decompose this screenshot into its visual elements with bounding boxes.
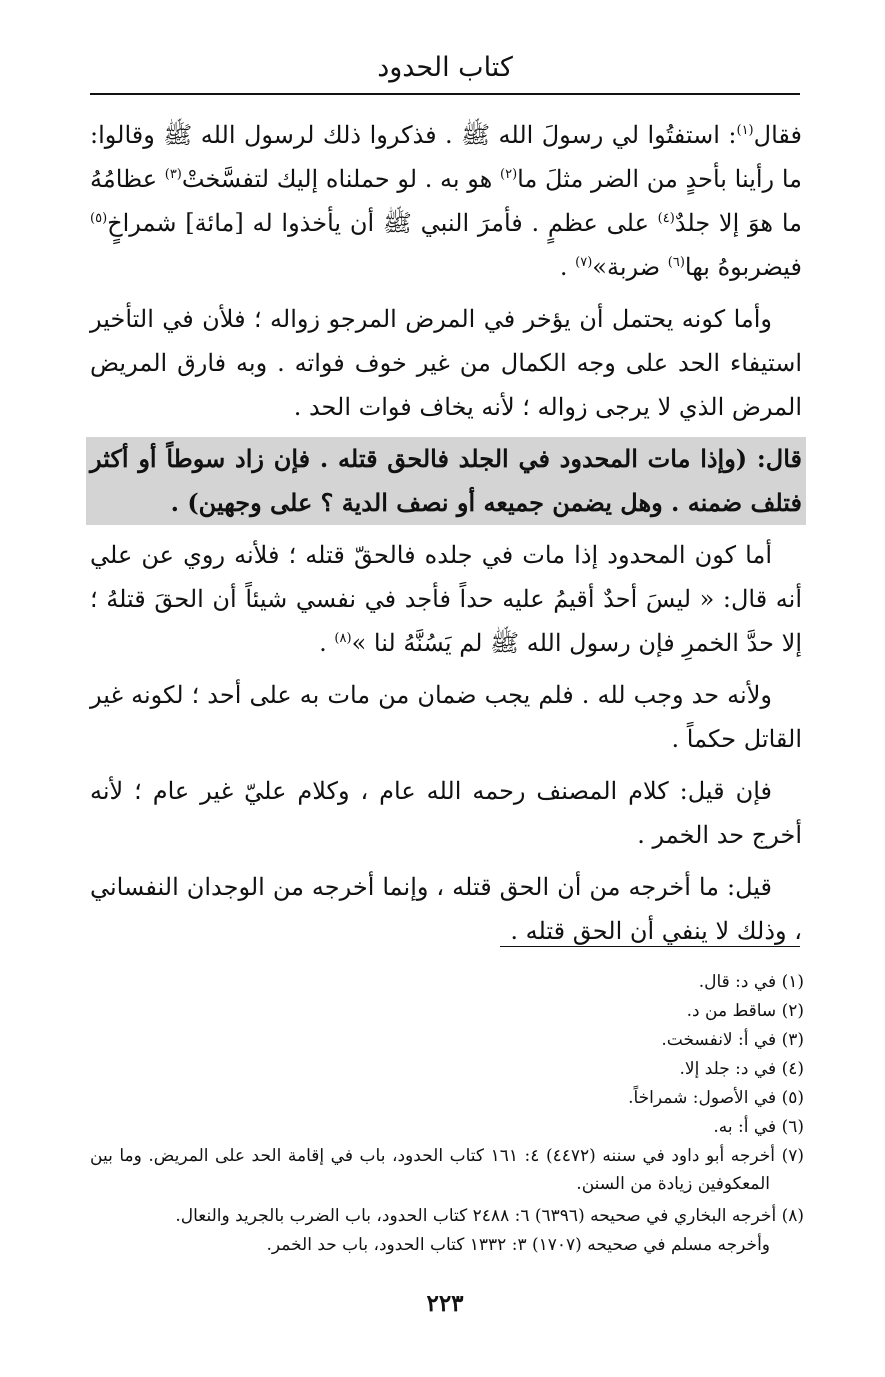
paragraph: قيل: ما أخرجه من أن الحق قتله ، وإنما أخرجه من الوجدان النفساني ، وذلك لا ينفي أن الحق قتله . xyxy=(90,873,802,945)
paragraph: ولأنه حد وجب لله . فلم يجب ضمان من مات به على أحد ؛ لكونه غير القاتل حكماً . xyxy=(90,681,802,753)
footnote-continuation: وأخرجه مسلم في صحيحه (١٧٠٧) ٣: ١٣٣٢ كتاب الحدود، باب حد الخمر. xyxy=(266,1235,770,1255)
footnote: (٦) في أ: به. xyxy=(713,1117,804,1137)
footnotes xyxy=(90,968,804,1263)
footnote: (٥) في الأصول: شمراخاً. xyxy=(628,1088,804,1108)
footnote-ref[interactable]: (٨) xyxy=(334,631,352,646)
footnote-ref[interactable]: (٤) xyxy=(657,211,675,226)
header-rule xyxy=(90,93,800,95)
paragraph: فإن قيل: كلام المصنف رحمه الله عام ، وكلام عليّ غير عام ؛ لأنه أخرج حد الخمر . xyxy=(90,777,802,849)
footnote: (١) في د: قال. xyxy=(698,972,804,992)
footnote-ref[interactable]: (٢) xyxy=(500,167,518,182)
footnote-ref[interactable]: (٧) xyxy=(575,255,593,270)
main-text xyxy=(90,113,802,961)
footnote-ref[interactable]: (٦) xyxy=(667,255,685,270)
footnote-ref[interactable]: (٥) xyxy=(90,211,108,226)
footnote: (٨) أخرجه البخاري في صحيحه (٦٣٩٦) ٦: ٢٤٨٨ كتاب الحدود، باب الضرب بالجريد والنعال. xyxy=(175,1206,804,1226)
paragraph: وأما كونه يحتمل أن يؤخر في المرض المرجو زواله ؛ فلأن في التأخير استيفاء الحد على وجه الكمال من غير خوف فواته . وبه فارق المريض المرض الذي لا يرجى زواله ؛ لأنه يخاف فوات الحد . xyxy=(90,305,802,421)
footnote-rule xyxy=(500,946,800,947)
footnote-ref[interactable]: (٣) xyxy=(164,167,182,182)
footnote: (٢) ساقط من د. xyxy=(686,1001,804,1021)
running-head: كتاب الحدود xyxy=(377,52,513,83)
footnote: (٣) في أ: لانفسخت. xyxy=(661,1030,804,1050)
matn-highlight: قال: (وإذا مات المحدود في الجلد فالحق قتله . فإن زاد سوطاً أو أكثر فتلف ضمنه . وهل يضمن جميعه أو نصف الدية ؟ على وجهين) . xyxy=(86,437,806,525)
paragraph-hadith: فقال$^{(١)}$: استفتُوا لي رسولَ الله ﷺ . فذكروا ذلك لرسول الله ﷺ وقالوا: ما رأينا بأحدٍ من الضر مثلَ ما$^{(٢)}$ هو به . لو حملناه إليك لتفسَّختْ$^{(٣)}$ عظامُهُ ما هوَ إلا جلدٌ$^{(٤)}$ على عظمٍ . فأمرَ النبي ﷺ أن يأخذوا له [مائة] شمراخٍ$^{(٥)}$ فيضربوهُ بها$^{(٦)}$ ضربة»$^{(٧)}$ . xyxy=(90,121,802,281)
footnote: (٧) أخرجه أبو داود في سننه (٤٤٧٢) ٤: ١٦١ كتاب الحدود، باب في إقامة الحد على المريض. وما بين المعكوفين زيادة من السنن. xyxy=(90,1146,804,1194)
footnote-ref[interactable]: (١) xyxy=(736,123,754,138)
page-number: ٢٢٣ xyxy=(426,1290,464,1317)
paragraph: أما كون المحدود إذا مات في جلده فالحقّ قتله ؛ فلأنه روي عن علي أنه قال: « ليسَ أحدٌ أقيمُ عليه حداً فأجد في نفسي شيئاً أن الحقَ قتلهُ ؛ إلا حدَّ الخمرِ فإن رسول الله ﷺ لم يَسُنَّهُ لنا »$^{(٨)}$ . xyxy=(90,541,803,657)
footnote: (٤) في د: جلد إلا. xyxy=(679,1059,804,1079)
